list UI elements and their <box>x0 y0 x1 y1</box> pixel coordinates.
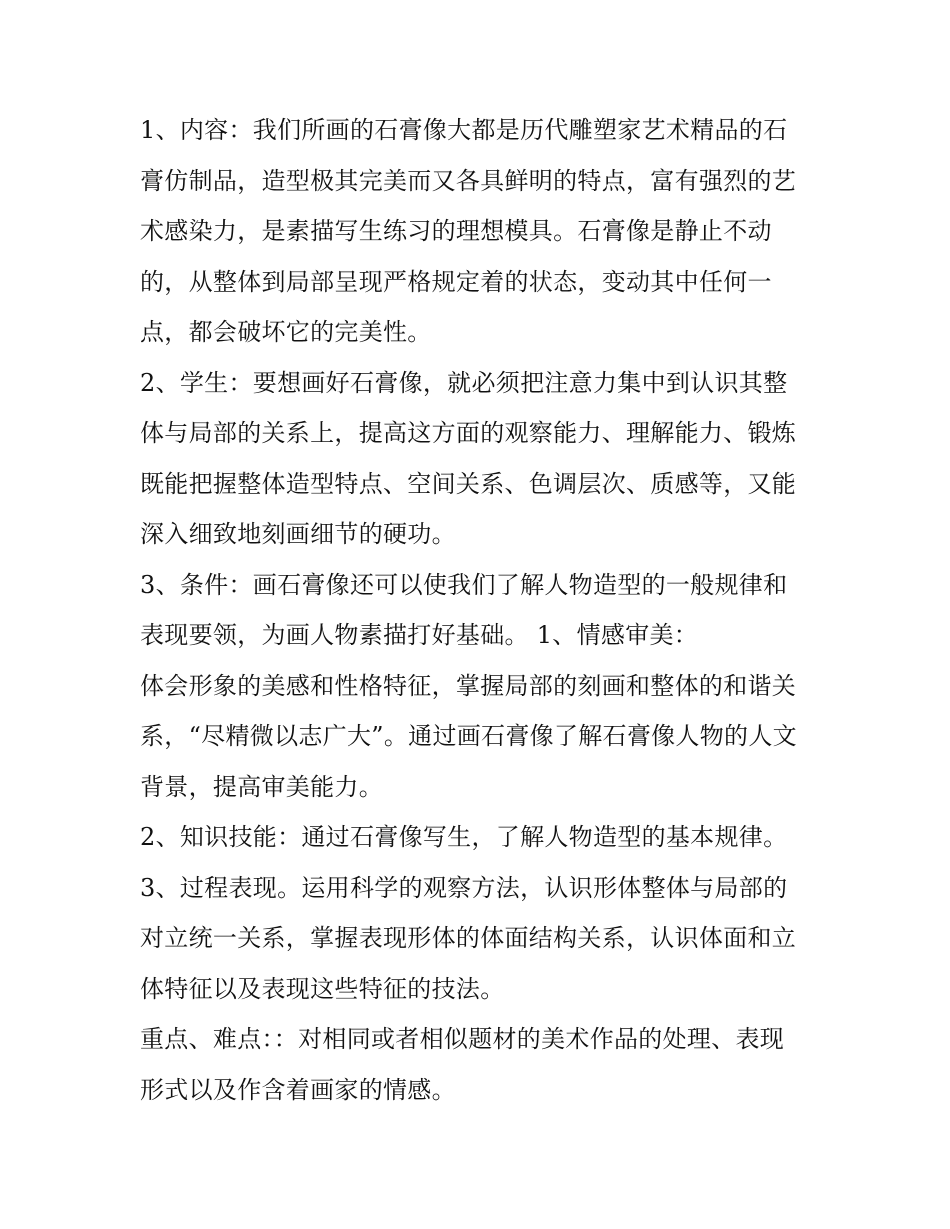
text-line: 术感染力，是素描写生练习的理想模具。石膏像是静止不动 <box>140 217 772 245</box>
text-line: 体与局部的关系上，提高这方面的观察能力、理解能力、锻炼 <box>140 419 797 447</box>
text-line: 膏仿制品，造型极其完美而又各具鲜明的特点，富有强烈的艺 <box>140 167 797 195</box>
text-line: 点，都会破坏它的完美性。 <box>140 318 432 346</box>
text-line: 表现要领，为画人物素描打好基础。 1、情感审美： <box>140 621 699 649</box>
text-line: 的，从整体到局部呈现严格规定着的状态，变动其中任何一 <box>140 268 772 296</box>
text-line: 3、条件：画石膏像还可以使我们了解人物造型的一般规律和 <box>140 571 788 599</box>
text-line: 深入细致地刻画细节的硬功。 <box>140 520 456 548</box>
text-line: 重点、难点：：对相同或者相似题材的美术作品的处理、表现 <box>140 1025 785 1053</box>
text-line: 形式以及作含着画家的情感。 <box>140 1076 456 1104</box>
text-line: 3、过程表现。运用科学的观察方法，认识形体整体与局部的 <box>140 874 788 902</box>
text-line: 背景，提高审美能力。 <box>140 773 383 801</box>
text-line: 1、内容：我们所画的石膏像大都是历代雕塑家艺术精品的石 <box>140 116 788 144</box>
text-line: 系，“尽精微以志广大”。通过画石膏像了解石膏像人物的人文 <box>140 722 797 750</box>
text-line: 体会形象的美感和性格特征，掌握局部的刻画和整体的和谐关 <box>140 672 797 700</box>
text-line: 2、学生：要想画好石膏像，就必须把注意力集中到认识其整 <box>140 369 788 397</box>
text-line: 既能把握整体造型特点、空间关系、色调层次、质感等，又能 <box>140 470 797 498</box>
text-line: 对立统一关系，掌握表现形体的体面结构关系，认识体面和立 <box>140 924 797 952</box>
text-line: 体特征以及表现这些特征的技法。 <box>140 975 505 1003</box>
text-line: 2、知识技能：通过石膏像写生，了解人物造型的基本规律。 <box>140 823 788 851</box>
